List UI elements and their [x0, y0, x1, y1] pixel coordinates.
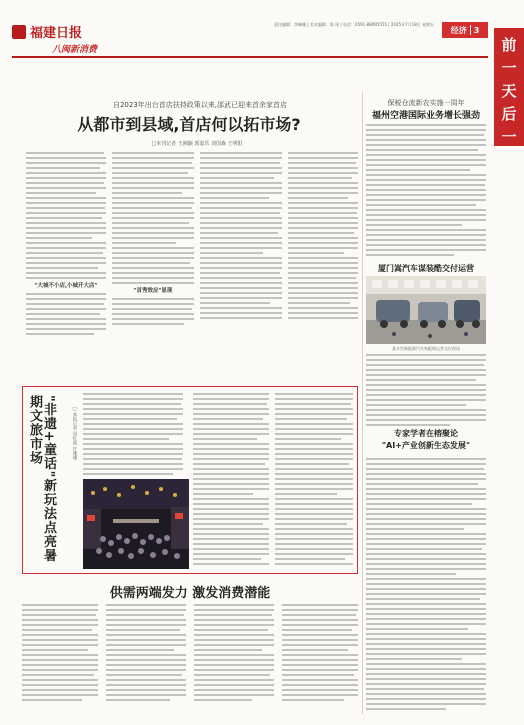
side-banner: [494, 28, 524, 146]
right2-body: [366, 354, 486, 429]
column-divider: [362, 92, 363, 714]
right2-title: 厦门嵩汽车谋装酷交付运营: [378, 264, 474, 273]
bottom-col-4: [282, 604, 358, 704]
lead-kicker: 自2023年出台首店扶持政策以来,邵武已迎来首余家首店: [112, 101, 288, 109]
side-char: 一: [501, 59, 517, 77]
lead-subhead-1: "大城不小店,小城开大店": [34, 283, 98, 289]
festival-night-photo: [83, 479, 189, 569]
bottom-col-3: [194, 604, 274, 704]
right1-title: 保税仓流新农实施一周年: [387, 99, 465, 107]
right3-body: [366, 458, 486, 713]
section-subbrand: 八闽新消费: [52, 45, 98, 55]
side-char: 一: [501, 128, 517, 146]
right3-title: 专家学者在榕聚论: [394, 429, 458, 438]
header-meta: 责任编辑：李佩姗 | 美术编辑：陈 瑶 | 电话：0591-88095555 | 2025年7月18日 星期五: [274, 22, 435, 27]
right1-body: [366, 124, 486, 259]
lead-byline: □本刊记者 王湘颖 郭嘉乐 刘国森 王明阳: [151, 141, 243, 147]
feature-byline: □本报记者 周红霞 许珊珊: [72, 407, 77, 460]
lead-col-3: [200, 152, 282, 382]
factory-caption: 某车型新能源汽车装配线运营交付现场: [392, 346, 460, 351]
newspaper-logo: 福建日报: [12, 22, 82, 41]
section-label: 经济: [450, 25, 467, 35]
side-char: 前: [501, 36, 517, 54]
side-char: 天: [501, 82, 517, 100]
lead-col-1: [26, 152, 106, 382]
right1-subtitle: 福州空港国际业务增长强劲: [371, 111, 480, 121]
factory-photo: [366, 276, 486, 344]
bottom-col-1: [22, 604, 98, 704]
right3-subtitle: "AI+产业创新生态发展": [381, 441, 471, 450]
feature-col-3: [275, 393, 353, 568]
feature-col-1: [83, 393, 183, 478]
lead-col-4: [288, 152, 358, 382]
lead-subhead-2: "首秀效应"显现: [133, 288, 173, 294]
feature-box: [22, 386, 358, 574]
feature-col-2: [193, 393, 269, 568]
logo-icon: [12, 25, 26, 39]
bottom-title: 供需两端发力 激发消费潜能: [109, 586, 271, 601]
lead-title: 从都市到县域,首店何以拓市场?: [77, 115, 301, 134]
section-badge: [442, 22, 488, 38]
side-char: 后: [501, 105, 517, 123]
bottom-col-2: [106, 604, 186, 704]
page-header: [12, 18, 488, 58]
feature-title-block: [27, 395, 56, 565]
lead-col-2: [112, 152, 194, 382]
feature-title: "非遗+童话"新玩法点亮暑期文旅市场: [27, 395, 56, 563]
page-number: 3: [473, 25, 480, 35]
